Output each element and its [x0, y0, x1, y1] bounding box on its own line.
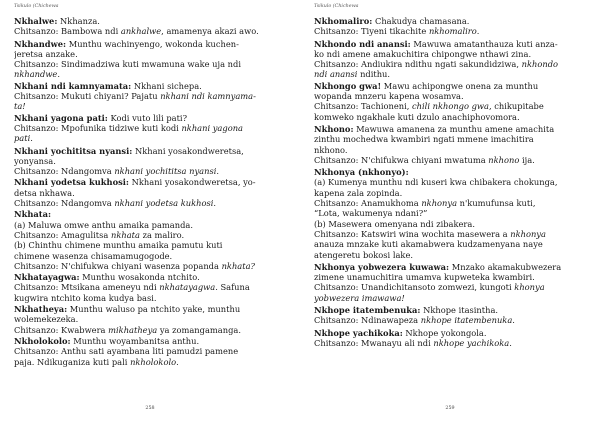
entry-line — [14, 272, 286, 282]
entry-line — [314, 145, 586, 155]
example-phrase: mikhatheya — [108, 324, 158, 335]
entry-line — [14, 49, 286, 59]
entry-text: Chitsanzo: Unandichitansoto zomwezi, kungoti — [314, 282, 515, 293]
entry-line — [14, 325, 286, 335]
entry-line — [14, 123, 286, 133]
entry-text: (a) Maluwa omwe anthu amaika pamanda. — [14, 219, 193, 230]
entry-line — [314, 177, 586, 187]
entry-line — [14, 16, 286, 26]
dictionary-entry — [314, 328, 586, 349]
headword: Nkhatayagwa: — [14, 272, 80, 283]
entry-text: kapena zala zopinda. — [314, 187, 403, 198]
entry-line — [314, 112, 586, 122]
entry-line — [314, 167, 586, 177]
entry-line — [14, 133, 286, 143]
example-phrase: nkhono — [488, 154, 520, 165]
entry-line — [314, 188, 586, 198]
dictionary-entry — [14, 177, 286, 208]
example-phrase: nkhandwe — [14, 69, 58, 80]
entry-line — [314, 101, 586, 111]
entry-text: Munthu wachinyengo, wokonda kuchen- — [66, 38, 239, 49]
entry-text: . — [176, 356, 179, 367]
example-phrase: nkhomaliro — [428, 26, 477, 37]
headword: Nkhonya yobwezera kuwawa: — [314, 261, 450, 272]
entry-text: ya zomangamanga. — [157, 324, 241, 335]
entry-line — [14, 188, 286, 198]
entry-text: Nkhani yosakondweretsa, yo- — [129, 177, 256, 188]
entry-line — [14, 304, 286, 314]
entry-line — [14, 26, 286, 36]
entry-line — [14, 336, 286, 346]
entry-text: Nkhope itasintha. — [420, 305, 499, 316]
entry-line — [14, 91, 286, 101]
entry-text: jeretsa anzake. — [14, 48, 78, 59]
dictionary-entry — [314, 16, 586, 37]
entry-text: Chitsanzo: Ndangomva — [14, 166, 115, 177]
entry-text: kugwira ntchito koma kudya basi. — [14, 292, 157, 303]
entry-text: Kodi vuto lili pati? — [107, 112, 188, 123]
page-number: 259 — [445, 406, 455, 411]
entry-text: yonyansa. — [14, 155, 56, 166]
example-phrase: nkhata? — [221, 260, 255, 271]
example-phrase: nkhatayagwa — [159, 282, 216, 293]
entry-line — [14, 166, 286, 176]
dictionary-entry — [314, 124, 586, 165]
entry-text: Chitsanzo: Anthu sati ayambana liti pamudzi pamene — [14, 346, 239, 357]
entry-text: wolemekezeka. — [14, 314, 79, 325]
entry-text: ndithu. — [357, 69, 391, 80]
entry-line — [14, 59, 286, 69]
entry-line — [314, 305, 586, 315]
entry-text: Chitsanzo: Tachioneni, — [314, 101, 413, 112]
headword: Nkhani yodetsa kukhosi: — [14, 177, 129, 188]
running-header: Tsikulo (Chichewa — [314, 4, 359, 9]
headword: Nkhani yochititsa nyansi: — [14, 145, 133, 156]
entry-text: za maliro. — [139, 229, 185, 240]
entry-text: Mawuwa amatanthauza kuti anza- — [410, 38, 558, 49]
entry-line — [314, 315, 586, 325]
entry-text: Chitsanzo: Kwabwera — [14, 324, 109, 335]
entry-line — [14, 314, 286, 324]
example-phrase: nkhope itatembenuka — [420, 315, 513, 326]
entry-text: atengeretu bokosi lake. — [314, 249, 413, 260]
entry-line — [314, 91, 586, 101]
entry-line — [314, 134, 586, 144]
dictionary-entry — [14, 113, 286, 144]
entry-text: . — [57, 69, 60, 80]
entry-text: . — [512, 315, 515, 326]
entry-line — [314, 16, 586, 26]
entry-text: Mnzako akamakubwezera — [449, 261, 562, 272]
entry-text: . — [476, 26, 480, 37]
running-header: Tsikulo (Chichewa — [14, 4, 59, 9]
example-phrase: pati. — [14, 133, 33, 144]
entry-text: ija. — [519, 154, 535, 165]
dictionary-entry — [314, 167, 586, 260]
example-phrase: nkhonya — [510, 228, 546, 239]
example-phrase: nkholokolo — [130, 356, 177, 367]
entry-text: ko ndi amene amakuchitira chipongwe nthawi zina. — [314, 48, 532, 59]
dictionary-entry — [14, 146, 286, 177]
example-phrase: nkhope yachikoka — [433, 337, 510, 348]
entry-text: Nkhanza. — [57, 16, 100, 26]
entry-line — [314, 219, 586, 229]
entry-line — [14, 101, 286, 111]
entry-text: detsa nkhawa. — [14, 187, 75, 198]
dictionary-entry — [14, 39, 286, 80]
example-phrase: nkhani ndi kamnyama- — [160, 91, 256, 102]
entry-text: (b) Masewera omenyana ndi zibakera. — [314, 218, 475, 229]
entry-line — [314, 69, 586, 79]
entry-text: anauza mnzake kuti akamabwera kudzamenyana naye — [314, 239, 543, 250]
page-number: 258 — [145, 406, 155, 411]
entry-text: komweko ngakhale kuti dzulo anachiphovomora. — [314, 111, 520, 122]
example-phrase: yobwezera imawawa! — [314, 292, 405, 303]
entry-line — [14, 156, 286, 166]
example-phrase: chili nkhongo gwa — [412, 101, 489, 112]
entry-text: Chitsanzo: Katswiri wina wochita masewera a — [314, 228, 511, 239]
dictionary-entry — [14, 336, 286, 367]
dictionary-entry — [314, 81, 586, 122]
headword: Nkhono: — [314, 123, 354, 134]
entry-line — [314, 198, 586, 208]
headword: Nkhongo gwa! — [314, 80, 382, 91]
entry-line — [314, 49, 586, 59]
entries — [14, 16, 286, 367]
entry-text: “Lota, wakumenya ndani?” — [314, 208, 428, 219]
entry-text: Chitsanzo: Mukuti chiyani? Pajatu — [14, 91, 161, 102]
headword: Nkhope itatembenuka: — [314, 305, 421, 316]
headword: Nkhatheya: — [14, 304, 68, 315]
entry-line — [14, 113, 286, 123]
entry-line — [314, 250, 586, 260]
entry-line — [14, 346, 286, 356]
entry-text: Chitsanzo: Anamukhoma — [314, 198, 422, 209]
example-phrase: khonya — [514, 282, 545, 293]
headword: Nkhondo ndi anansi: — [314, 38, 411, 49]
dictionary-entry — [314, 39, 586, 80]
entry-line — [314, 208, 586, 218]
entry-text: Chitsanzo: Mtsikana ameneyu ndi — [14, 282, 160, 293]
entry-line — [14, 293, 286, 303]
entry-text: Chakudya chamasana. — [372, 16, 470, 26]
dictionary-entry — [14, 16, 286, 37]
entry-text: nkhono. — [314, 144, 348, 155]
headword: Nkhope yachikoka: — [314, 327, 403, 338]
entry-line — [314, 26, 586, 36]
example-phrase: nkhani yochititsa nyansi. — [114, 166, 219, 177]
dictionary-entry — [14, 272, 286, 303]
dictionary-entry — [14, 304, 286, 335]
entry-text: Mawuwa amanena za munthu amene amachita — [353, 123, 555, 134]
example-phrase: ndi anansi — [314, 69, 358, 80]
example-phrase: nkhonya — [421, 198, 458, 209]
headword: Nkholokolo: — [14, 335, 71, 346]
example-phrase: nkhani yagona — [181, 122, 243, 133]
entry-text: Chitsanzo: Ndangomva — [14, 198, 115, 209]
entry-text: Nkhani yosakondweretsa, — [132, 145, 244, 156]
entry-text: chimene wasenza chisamamugogode. — [14, 250, 173, 261]
entry-line — [14, 198, 286, 208]
entry-text: zinthu mochedwa kwambiri ngati mmene imachitira — [314, 134, 534, 145]
entry-line — [14, 177, 286, 187]
entry-line — [14, 357, 286, 367]
entry-text: Chitsanzo: Sindimadziwa kuti mwamuna wake uja ndi — [14, 59, 241, 70]
entry-text: zimene unamuchitira umamva kupweteka kwambiri. — [314, 272, 535, 283]
entry-line — [314, 293, 586, 303]
entry-text: (a) Kumenya munthu ndi kuseri kwa chibakera chokunga, — [314, 177, 558, 188]
entry-line — [14, 220, 286, 230]
dictionary-entry — [14, 81, 286, 112]
headword: Nkhomaliro: — [314, 16, 373, 26]
entry-line — [314, 229, 586, 239]
entry-line — [14, 39, 286, 49]
dictionary-entry — [314, 262, 586, 303]
entries — [314, 16, 586, 348]
entry-text: Chitsanzo: N'chifukwa chiyani wasenza popanda — [14, 260, 222, 271]
entry-line — [314, 81, 586, 91]
entry-text: wopanda mnzeru kapena wosamva. — [314, 91, 464, 102]
headword: Nkhata: — [14, 209, 52, 220]
entry-text: Chitsanzo: Bambowa ndi — [14, 26, 121, 37]
entry-text: . — [509, 337, 512, 348]
headword: Nkhonya (nkhonyo): — [314, 167, 409, 178]
entry-text: Chitsanzo: N'chifukwa chiyani mwatuma — [314, 154, 489, 165]
entry-line — [314, 338, 586, 348]
entry-text: Nkhope yokongola. — [402, 327, 487, 338]
right-page — [300, 0, 600, 424]
entry-text: , chikupitabe — [488, 101, 544, 112]
entry-line — [14, 240, 286, 250]
entry-line — [314, 262, 586, 272]
entry-text: Chitsanzo: Amagulitsa — [14, 229, 111, 240]
entry-line — [314, 155, 586, 165]
dictionary-entry — [14, 209, 286, 271]
entry-text: Munthu waluso pa ntchito yake, munthu — [67, 304, 241, 315]
entry-line — [14, 282, 286, 292]
example-phrase: nkhata — [110, 229, 140, 240]
entry-text: . Safuna — [215, 282, 250, 293]
entry-line — [314, 272, 586, 282]
entry-text: Nkhani sichepa. — [131, 80, 202, 91]
entry-text: , amamenya akazi awo. — [161, 26, 259, 37]
entry-text: Chitsanzo: Andiukira ndithu ngati sakundidziwa, — [314, 59, 522, 70]
entry-line — [314, 39, 586, 49]
entry-line — [14, 209, 286, 219]
entry-text: Chitsanzo: Ndinawapeza — [314, 315, 421, 326]
entry-line — [14, 230, 286, 240]
example-phrase: nkhondo — [521, 59, 559, 70]
example-phrase: ankhalwe — [120, 26, 162, 37]
entry-line — [314, 239, 586, 249]
dictionary-entry — [314, 305, 586, 326]
entry-text: Mawu achipongwe onena za munthu — [381, 80, 539, 91]
entry-line — [14, 69, 286, 79]
entry-line — [314, 282, 586, 292]
entry-line — [314, 59, 586, 69]
entry-line — [314, 124, 586, 134]
entry-text: (b) Chinthu chimene munthu amaika pamutu kuti — [14, 240, 223, 251]
entry-text: Chitsanzo: Mwanayu ali ndi — [314, 337, 434, 348]
example-phrase: nkhani yodetsa kukhosi. — [114, 198, 217, 209]
entry-line — [14, 251, 286, 261]
entry-text: Chitsanzo: Tiyeni tikachite — [314, 26, 429, 37]
entry-line — [14, 261, 286, 271]
entry-line — [314, 328, 586, 338]
example-phrase: ta! — [14, 101, 26, 112]
entry-text: Chitsanzo: Mpofunika tidziwe kuti kodi — [14, 122, 182, 133]
entry-line — [14, 81, 286, 91]
headword: Nkhani yagona pati: — [14, 112, 108, 123]
entry-text: Munthu wosakonda ntchito. — [79, 272, 200, 283]
headword: Nkhandwe: — [14, 38, 67, 49]
entry-text: n'kumufunsa kuti, — [457, 198, 536, 209]
entry-text: paja. Ndikuganiza kuti pali — [14, 356, 131, 367]
headword: Nkhani ndi kamnyamata: — [14, 80, 132, 91]
headword: Nkhalwe: — [14, 16, 58, 26]
entry-line — [14, 146, 286, 156]
entry-text: Munthu woyambanitsa anthu. — [70, 335, 200, 346]
